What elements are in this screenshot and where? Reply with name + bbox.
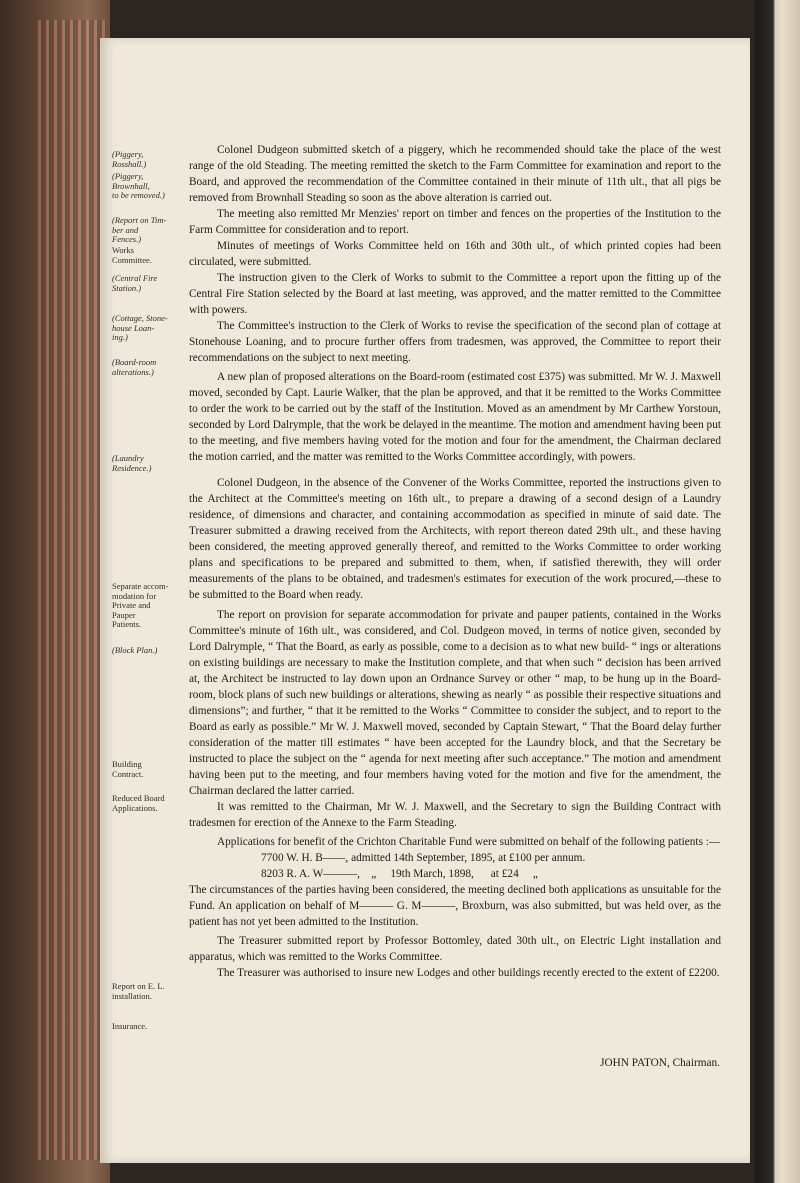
margin-note-block-plan: (Block Plan.) — [112, 645, 158, 655]
paragraph-piggery: Colonel Dudgeon submitted sketch of a piggery, which he recommended should take the place of the west range of the old Steading. The meeting remitted the sketch to the Farm Committee for examination and report to the Board, and approved the recommendation of the Committee contained in their minute of 11th ult., that all pigs be removed from Brownhall Steading so soon as the above alteration is carried out. — [189, 144, 721, 204]
margin-note-board-room: (Board-room alterations.) — [112, 357, 157, 377]
margin-note-building-contract: Building Contract. — [112, 759, 144, 779]
paragraph-fire-station: The instruction given to the Clerk of Works to submit to the Committee a report upon the fitting up of the Central Fire Station selected by the Board at last meeting, was approved, and the matter remitted to the Committee with powers. — [189, 272, 721, 316]
margin-note-central-fire-station: (Central Fire Station.) — [112, 273, 158, 293]
margin-note-laundry-residence: (Laundry Residence.) — [112, 453, 152, 473]
margin-notes — [112, 0, 192, 1183]
margin-note-separate-accommodation: Separate accom- modation for Private and Pauper Patients. — [112, 581, 169, 629]
paragraph-board-room: A new plan of proposed alterations on the Board-room (estimated cost £375) was submitted. Mr W. J. Maxwell moved, seconded by Capt. Laurie Walker, that the plan be approved, and that it be remitted to the Works Committee to order the work to be carried out by the staff of the Institution. Moved as an amendment by Mr Carthew Yorstoun, seconded by Lord Dalrymple, that the work be delayed in the meantime. The motion and amendment having been put to the meeting, and five members having voted for the motion and four for the amendment, the Chairman declared the motion carried, and the matter was remitted to the Works Committee accordingly, with powers. — [189, 371, 721, 463]
margin-note-piggery-rosshall: (Piggery, Rosshall.) — [112, 149, 147, 169]
paragraph-cottage: The Committee's instruction to the Clerk of Works to revise the specification of the second plan of cottage at Stonehouse Loaning, and to procure further offers from tradesmen, was approved, the Committee to report their recommendations on the subject to next meeting. — [189, 320, 721, 364]
paragraph-applications: Applications for benefit of the Crichton Charitable Fund were submitted on behalf of the following patients :— — [217, 836, 721, 848]
margin-note-works-committee: Works Committee. — [112, 245, 152, 265]
margin-note-electric-light: Report on E. L. installation. — [112, 981, 165, 1001]
applicant-line-1: 7700 W. H. B——, admitted 14th September, 1895, at £100 per annum. — [261, 852, 586, 864]
margin-note-insurance: Insurance. — [112, 1021, 148, 1031]
applicant-line-2: 8203 R. A. W———, „ 19th March, 1898, at £24 „ — [261, 868, 538, 880]
paragraph-accommodation: The report on provision for separate accommodation for private and pauper patients, contained in the Works Committee's minute of 16th ult., was considered, and Col. Dudgeon moved, in terms of notice given, seconded by Lord Dalrymple, “ That the Board, as early as possible, come to a decision as to what new build- “ ings or alterations on existing buildings are necessary to make the Institution complete, and that when such “ decision has been arrived at, the Architect be instructed to lay down upon an Ordnance Survey or other “ map, to be hung up in the Board-room, block plans of such new buildings or alterations, shewing as nearly “ as possible their respective situations and dimensions”; and further, “ that it be remitted to the Works “ Committee to consider the subject, and to report to the Board as early as possible.” Mr W. J. Maxwell moved, seconded by Captain Stewart, “ That the Board delay further consideration of the matter till estimates “ have been accepted for the Laundry block, and that the Secretary be instructed to place the subject on the “ agenda for next meeting after such acceptance.” The motion and amendment having been put to the meeting, and four members having voted for the motion and five for the amendment, the Chairman declared the latter carried. — [189, 609, 721, 797]
paragraph-building-contract: It was remitted to the Chairman, Mr W. J. Maxwell, and the Secretary to sign the Building Contract with tradesmen for erection of the Annexe to the Farm Steading. — [189, 801, 721, 829]
margin-note-reduced-board: Reduced Board Applications. — [112, 793, 165, 813]
paragraph-circumstances: The circumstances of the parties having been considered, the meeting declined both applications as unsuitable for the Fund. An application on behalf of M——— G. M———, Broxburn, was also submitted, but was held over, as the patient has not yet been admitted to the Institution. — [189, 884, 721, 928]
chairman-signature: JOHN PATON, Chairman. — [600, 1057, 720, 1069]
margin-note-piggery-brownhall: (Piggery, Brownhall, to be removed.) — [112, 171, 165, 200]
margin-note-timber-fences: (Report on Tim- ber and Fences.) — [112, 215, 167, 244]
paragraph-electric-light: The Treasurer submitted report by Professor Bottomley, dated 30th ult., on Electric Light installation and apparatus, which was remitted to the Works Committee. — [189, 935, 721, 963]
book-edge-right — [755, 0, 800, 1183]
minutes-body — [189, 142, 721, 981]
page-edges-strip — [36, 20, 106, 1160]
margin-note-cottage: (Cottage, Stone- house Loan- ing.) — [112, 313, 168, 342]
paragraph-insurance: The Treasurer was authorised to insure new Lodges and other buildings recently erected to the extent of £2200. — [217, 967, 720, 979]
paragraph-timber-report: The meeting also remitted Mr Menzies' report on timber and fences on the properties of the Institution to the Farm Committee for consideration and to report. — [189, 208, 721, 236]
paragraph-works-minutes: Minutes of meetings of Works Committee held on 16th and 30th ult., of which printed copies had been circulated, were submitted. — [189, 240, 721, 268]
paragraph-laundry: Colonel Dudgeon, in the absence of the Convener of the Works Committee, reported the instructions given to the Architect at the Committee's meeting on 16th ult., to prepare a drawing of a second design of a Laundry residence, of dimensions and character, and containing accommodation as specified in minute of said date. The Treasurer submitted a drawing received from the Architects, with report thereon dated 29th ult., and these having been considered, the meeting approved generally thereof, and remitted to the Works Committee to order working plans and specifications to be prepared and submitted to them, when, if satisfied therewith, they will order measurements of the plans to be obtained, and tradesmen's estimates for execution of the work procured,—these to be submitted to the Board when ready. — [189, 477, 721, 601]
